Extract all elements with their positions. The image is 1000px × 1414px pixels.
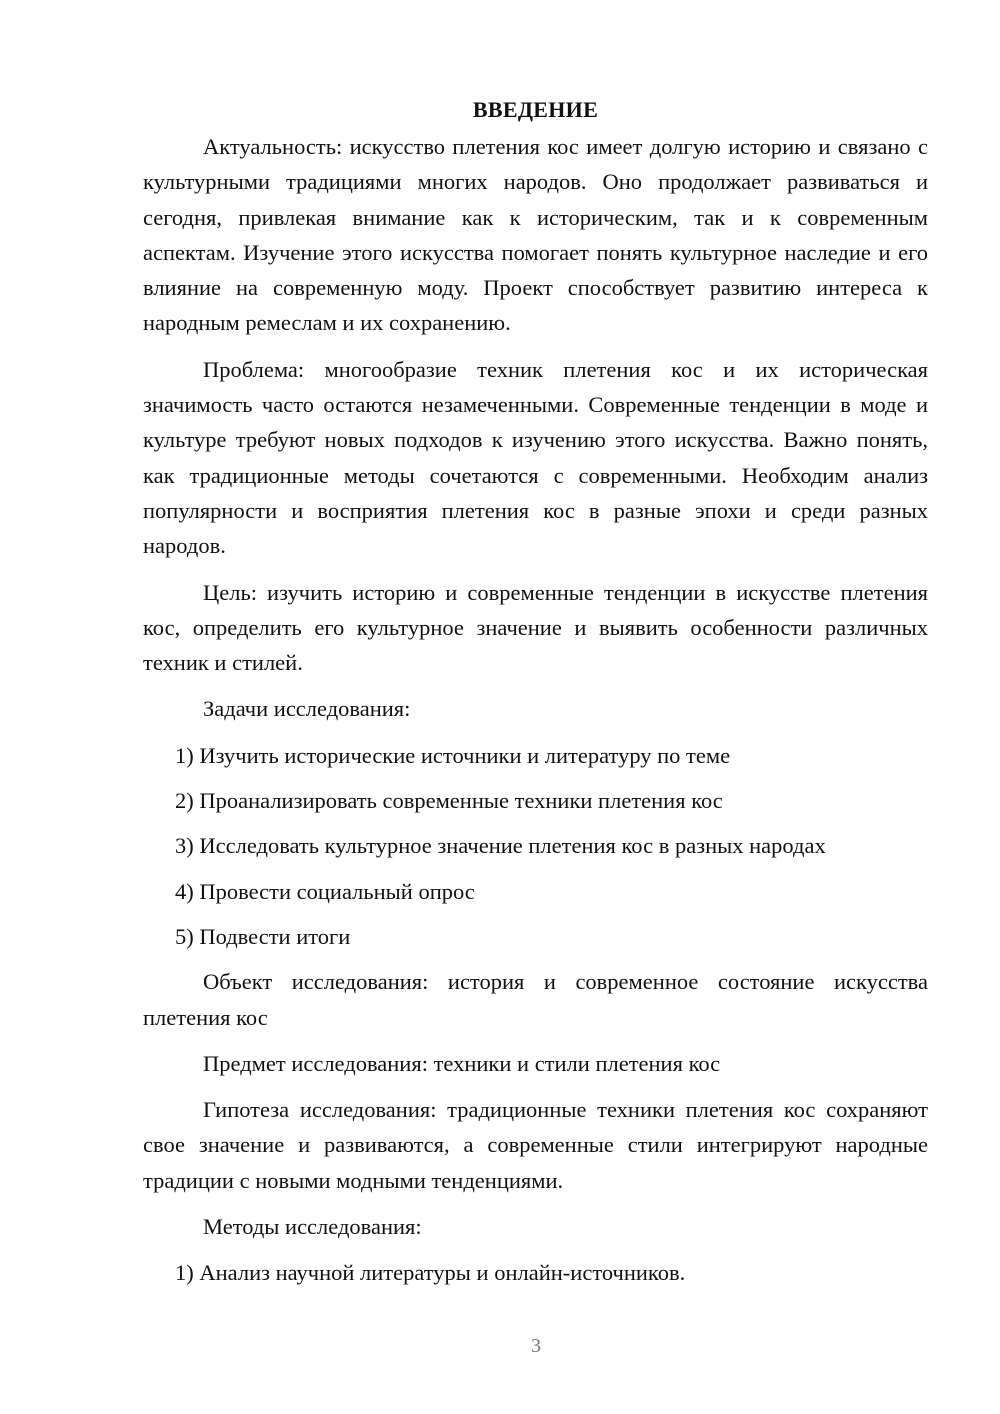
method-item: 1) Анализ научной литературы и онлайн-источников. bbox=[175, 1260, 686, 1286]
page-content bbox=[143, 92, 928, 1301]
task-item: 4) Провести социальный опрос bbox=[175, 878, 475, 904]
problem-paragraph: Проблема: многообразие техник плетения кос и их историческая значимость часто остаются незамеченными. Современные тенденции в моде и культуре требуют новых подходов к изучению этого искусства. Важно понять, как традиционные методы сочетаются с современными. Необходим анализ популярности и восприятия плетения кос в разные эпохи и среди разных народов. bbox=[143, 356, 928, 559]
methods-heading: Методы исследования: bbox=[203, 1214, 422, 1240]
task-item: 1) Изучить исторические источники и литературу по теме bbox=[175, 742, 731, 768]
subject-paragraph: Предмет исследования: техники и стили плетения кос bbox=[203, 1050, 721, 1076]
task-item: 2) Проанализировать современные техники плетения кос bbox=[175, 788, 723, 814]
page-title: ВВЕДЕНИЕ bbox=[472, 97, 599, 122]
hypothesis-paragraph: Гипотеза исследования: традиционные техники плетения кос сохраняют свое значение и развиваются, а современные стили интегрируют народные традиции с новыми модными тенденциями. bbox=[143, 1097, 928, 1193]
page-number: 3 bbox=[531, 1335, 541, 1357]
task-item: 5) Подвести итоги bbox=[175, 923, 351, 949]
task-item: 3) Исследовать культурное значение плетения кос в разных народах bbox=[175, 833, 826, 859]
relevance-paragraph: Актуальность: искусство плетения кос имеет долгую историю и связано с культурными традициями многих народов. Оно продолжает развиваться и сегодня, привлекая внимание как к историческим, так и к современным аспектам. Изучение этого искусства помогает понять культурное наследие и его влияние на современную моду. Проект способствует развитию интереса к народным ремеслам и их сохранению. bbox=[143, 134, 928, 336]
object-paragraph: Объект исследования: история и современное состояние искусства плетения кос bbox=[143, 969, 928, 1030]
tasks-heading: Задачи исследования: bbox=[203, 696, 411, 722]
goal-paragraph: Цель: изучить историю и современные тенденции в искусстве плетения кос, определить его культурное значение и выявить особенности различных техник и стилей. bbox=[143, 579, 928, 676]
